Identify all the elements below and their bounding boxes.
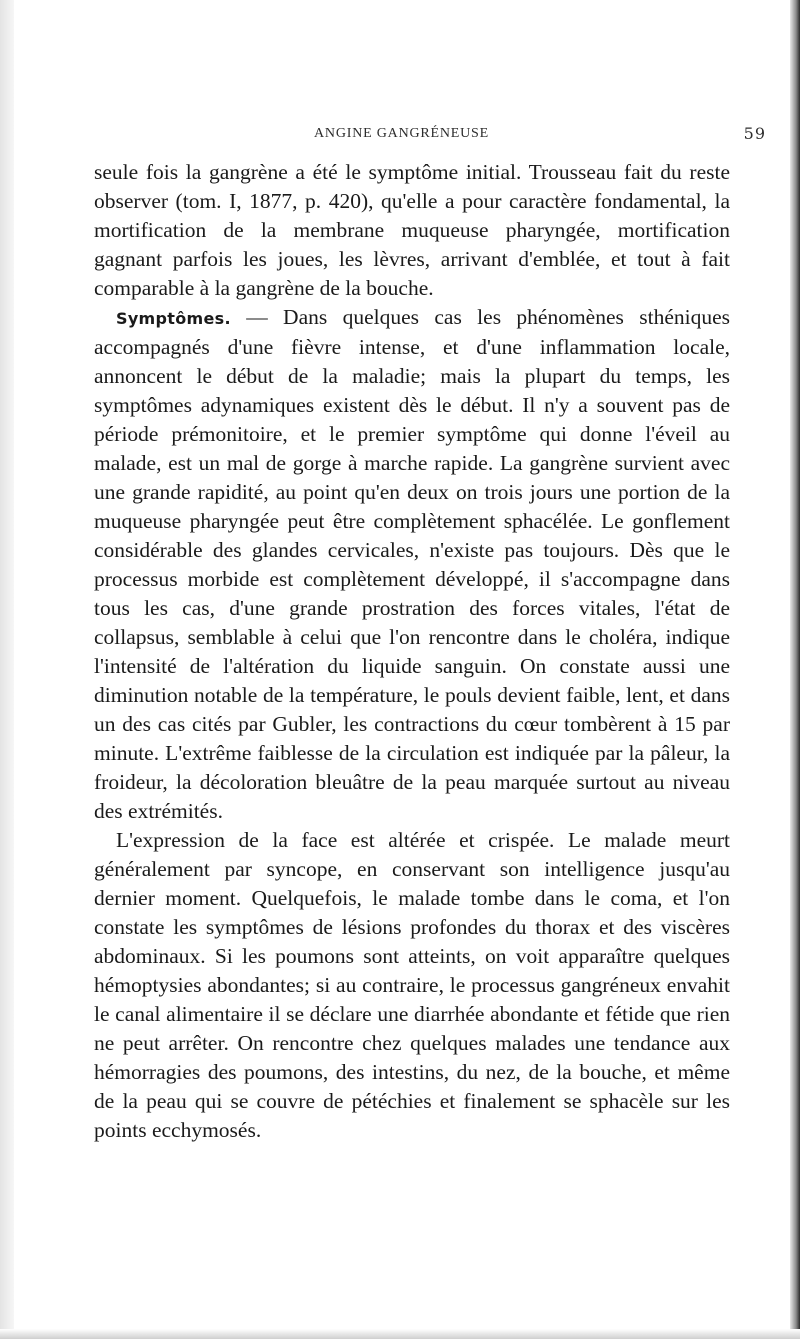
- paragraph-symptoms: [94, 303, 730, 826]
- scan-edge-bottom: [0, 1329, 800, 1339]
- paragraph-intro: seule fois la gangrène a été le symptôme initial. Trousseau fait du reste observer (tom. I, 1877, p. 420), qu'elle a pour caractère fondamental, la mortification de la membrane muqueuse pharyngée, mortification gagnant parfois les joues, les lèvres, arrivant d'emblée, et tout à fait comparable à la gangrène de la bouche.: [94, 160, 730, 300]
- paragraph-expression: L'expression de la face est altérée et crispée. Le malade meurt généralement par syncope, en conservant son intelligence jusqu'au dernier moment. Quelquefois, le malade tombe dans le coma, et l'on constate les symptômes de lésions profondes du thorax et des viscères abdominaux. Si les poumons sont atteints, on voit apparaître quelques hémoptysies abondantes; si au contraire, le processus gangréneux envahit le canal alimentaire il se déclare une diarrhée abondante et fétide que rien ne peut arrêter. On rencontre chez quelques malades une tendance aux hémorragies des poumons, des intestins, du nez, de la bouche, et même de la peau qui se couvre de pétéchies et finalement se sphacèle sur les points ecchymosés.: [94, 828, 730, 1142]
- running-title: ANGINE GANGRÉNEUSE: [314, 126, 489, 141]
- page-number: 59: [743, 124, 766, 143]
- scan-edge-right: [790, 0, 800, 1339]
- paragraph-symptoms-text: — Dans quelques cas les phénomènes sthéniques accompagnés d'une fièvre intense, et d'une inflammation locale, annoncent le début de la maladie; mais la plupart du temps, les symptômes adynamiques existent dès le début. Il n'y a souvent pas de période prémonitoire, et le premier symptôme qui donne l'éveil au malade, est un mal de gorge à marche rapide. La gangrène survient avec une grande rapidité, au point qu'en deux on trois jours une portion de la muqueuse pharyngée peut être complètement sphacélée. Le gonflement considérable des glandes cervicales, n'existe pas toujours. Dès que le processus morbide est complètement développé, il s'accompagne dans tous les cas, d'une grande prostration des forces vitales, l'état de collapsus, semblable à celui que l'on rencontre dans le choléra, indique l'intensité de l'altération du liquide sanguin. On constate aussi une diminution notable de la température, le pouls devient faible, lent, et dans un des cas cités par Gubler, les contractions du cœur tombèrent à 15 par minute. L'extrême faiblesse de la circulation est indiquée par la pâleur, la froideur, la décoloration bleuâtre de la peau marquée surtout au niveau des extrémités.: [94, 305, 730, 823]
- book-page: [94, 120, 766, 1145]
- running-head: [94, 120, 766, 148]
- section-label-symptomes: Symptômes.: [116, 309, 231, 328]
- scan-edge-left: [0, 0, 14, 1339]
